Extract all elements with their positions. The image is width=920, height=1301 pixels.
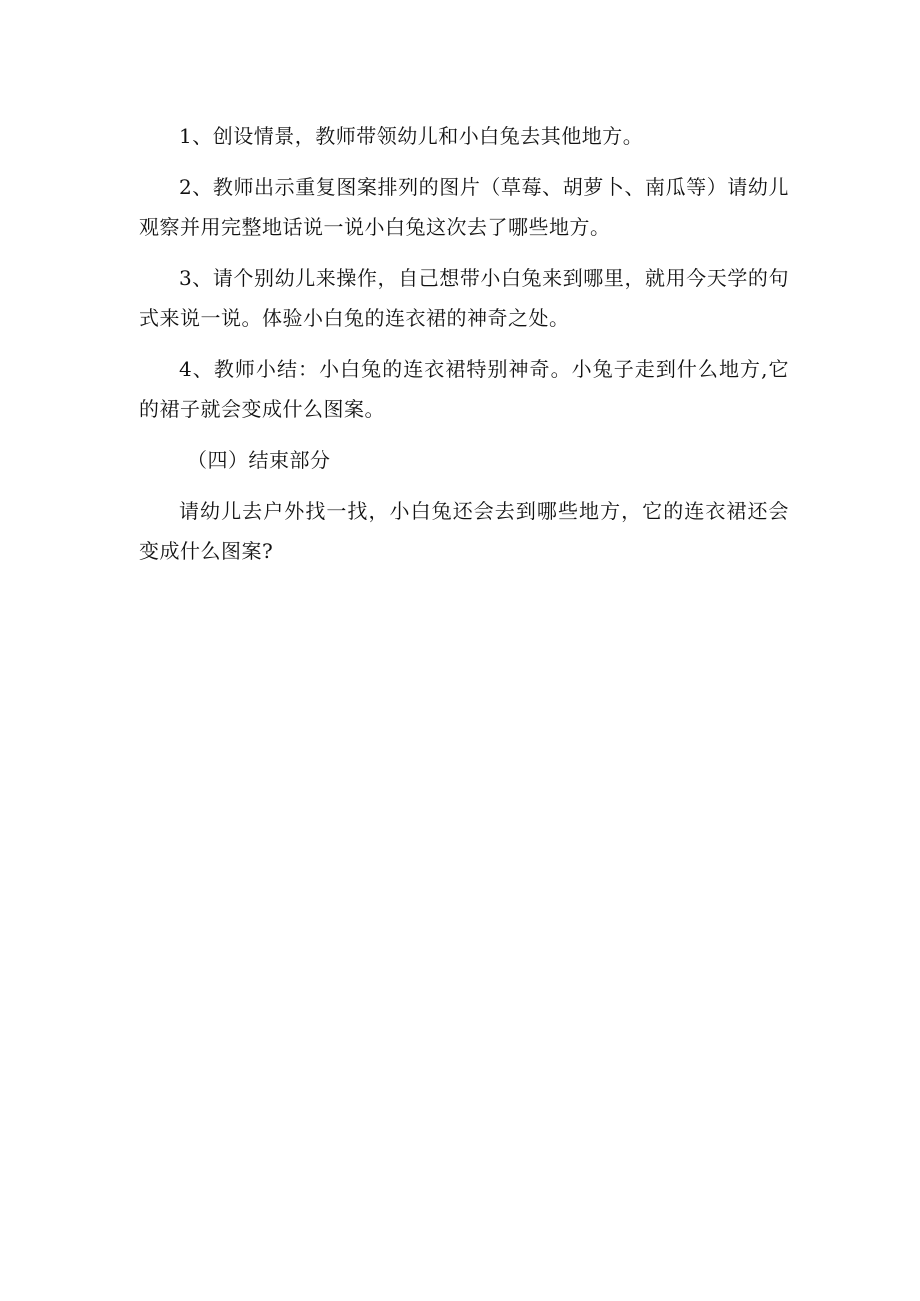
section-heading: （四）结束部分	[187, 448, 331, 472]
paragraph-step-3: 3、请个别幼儿来操作，自己想带小白兔来到哪里，就用今天学的句式来说一说。体验小白兔的连衣裙的神奇之处。	[139, 266, 789, 330]
paragraph-step-1: 1、创设情景，教师带领幼儿和小白兔去其他地方。	[179, 124, 644, 148]
document-body	[139, 116, 789, 582]
paragraph-step-4: 4、教师小结：小白兔的连衣裙特别神奇。小兔子走到什么地方,它的裙子就会变成什么图案。	[139, 357, 789, 421]
paragraph-step-2: 2、教师出示重复图案排列的图片（草莓、胡萝卜、南瓜等）请幼儿观察并用完整地话说一说小白兔这次去了哪些地方。	[139, 175, 789, 239]
closing-paragraph: 请幼儿去户外找一找，小白兔还会去到哪些地方，它的连衣裙还会变成什么图案?	[139, 499, 789, 563]
